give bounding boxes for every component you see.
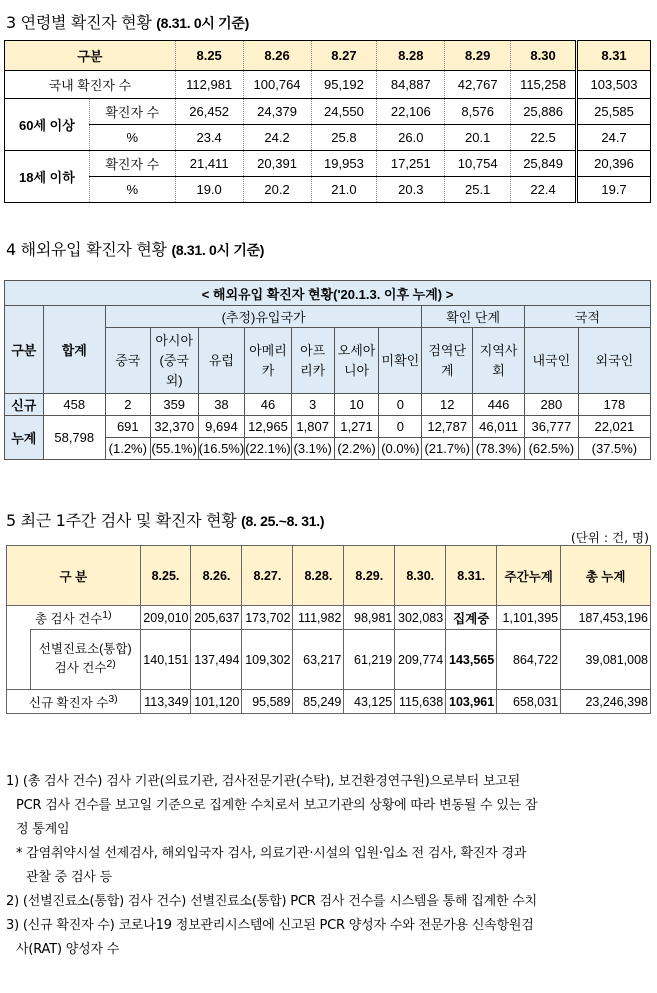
header-date: 8.29: [445, 41, 511, 71]
footnote-ref: 2): [106, 659, 116, 671]
cell: 109,302: [242, 630, 293, 690]
header-gubun: 구분: [5, 306, 44, 394]
cell: 26,452: [175, 99, 243, 125]
cell: 23,246,398: [561, 690, 651, 714]
cell: 137,494: [191, 630, 242, 690]
header-col: 아메리 카: [245, 328, 292, 394]
cell: 집계중: [446, 606, 497, 630]
overseas-inflow-table: [4, 280, 651, 460]
cell: 658,031: [497, 690, 561, 714]
cell: 36,777: [524, 416, 578, 438]
cell: 46: [245, 394, 292, 416]
row-label: 확진자 수: [89, 151, 175, 177]
weekly-test-table: [6, 545, 651, 714]
cell: 24,550: [311, 99, 377, 125]
cell: 3: [291, 394, 334, 416]
cell: (1.2%): [105, 438, 150, 460]
cell: (2.2%): [334, 438, 379, 460]
cell: 1,271: [334, 416, 379, 438]
cell: 26.0: [377, 125, 445, 151]
new-confirmed-row: [7, 690, 651, 714]
cell: 209,010: [140, 606, 191, 630]
footnotes: [6, 770, 651, 962]
section-4-title-text: 4 해외유입 확진자 현황: [6, 240, 167, 259]
cell: 103,961: [446, 690, 497, 714]
footnote-ref: 1): [102, 609, 112, 621]
header-col: 미확인: [379, 328, 422, 394]
cell: 140,151: [140, 630, 191, 690]
cell: 0: [379, 416, 422, 438]
row-label: 신규 확진자 수: [28, 695, 109, 710]
cell: 98,981: [344, 606, 395, 630]
cell: 458: [43, 394, 105, 416]
cell: 12,787: [422, 416, 473, 438]
cell: (55.1%): [150, 438, 198, 460]
cell: 9,694: [198, 416, 245, 438]
cell: 95,589: [242, 690, 293, 714]
footnote-line: * 감염취약시설 선제검사, 해외입국자 검사, 의료기관·시설의 입원·입소 전 검사, 확진자 경과: [16, 846, 527, 861]
row-label: 선별진료소(통합) 검사 건수: [38, 642, 132, 676]
header-date: 8.26: [243, 41, 311, 71]
header-total: 합계: [43, 306, 105, 394]
footnote-line: 사(RAT) 양성자 수: [16, 942, 120, 957]
header-col: 유럽: [198, 328, 245, 394]
header-date: 8.25: [175, 41, 243, 71]
row-label: 국내 확진자 수: [5, 71, 176, 99]
footnote-line: 2) (선별진료소(통합) 검사 건수) 선별진료소(통합) PCR 검사 건수를 시스템을 통해 집계한 수치: [6, 894, 537, 909]
cell: 32,370: [150, 416, 198, 438]
cell: 359: [150, 394, 198, 416]
cell: 111,982: [293, 606, 344, 630]
cell: 20.3: [377, 177, 445, 203]
cell: (78.3%): [473, 438, 525, 460]
cell: 103,503: [577, 71, 651, 99]
over60-cases-row: [5, 99, 651, 125]
cell: (62.5%): [524, 438, 578, 460]
cell: 187,453,196: [561, 606, 651, 630]
row-label: %: [89, 177, 175, 203]
cell: 205,637: [191, 606, 242, 630]
cell: 24,379: [243, 99, 311, 125]
footnote-line: 3) (신규 확진자 수) 코로나19 정보관리시스템에 신고된 PCR 양성자 수와 전문가용 신속항원검: [6, 918, 534, 933]
row-group-label: 18세 이하: [5, 151, 90, 203]
overseas-cum-row: [5, 416, 651, 438]
cell: 24.7: [577, 125, 651, 151]
cell: 61,219: [344, 630, 395, 690]
under18-pct-row: [5, 177, 651, 203]
footnote-ref: 3): [108, 693, 118, 705]
header-col: 외국인: [578, 328, 650, 394]
cell: 43,125: [344, 690, 395, 714]
cell: 58,798: [43, 416, 105, 460]
cell: 115,258: [511, 71, 577, 99]
row-label: 총 검사 건수: [34, 611, 103, 626]
cell: 63,217: [293, 630, 344, 690]
header-col: 내국인: [524, 328, 578, 394]
cell: (22.1%): [245, 438, 292, 460]
cell: 20.2: [243, 177, 311, 203]
cell: 209,774: [395, 630, 446, 690]
cell: 10,754: [445, 151, 511, 177]
cell: 20.1: [445, 125, 511, 151]
cell: 24.2: [243, 125, 311, 151]
cell: 20,391: [243, 151, 311, 177]
header-date: 8.25.: [140, 546, 191, 606]
cell: 864,722: [497, 630, 561, 690]
header-grand-total: 총 누계: [561, 546, 651, 606]
cell: (0.0%): [379, 438, 422, 460]
cell: 19,953: [311, 151, 377, 177]
header-col: 오세아 니아: [334, 328, 379, 394]
cell: 115,638: [395, 690, 446, 714]
header-col: 검역단 계: [422, 328, 473, 394]
overseas-table-title: < 해외유입 확진자 현황('20.1.3. 이후 누계) >: [5, 281, 651, 306]
cell: 101,120: [191, 690, 242, 714]
cell: 2: [105, 394, 150, 416]
cell: 19.7: [577, 177, 651, 203]
cell: 22,106: [377, 99, 445, 125]
footnote-line: 1) (총 검사 건수) 검사 기관(의료기관, 검사전문기관(수탁), 보건환경연구원)으로부터 보고된: [6, 774, 521, 789]
cell: 178: [578, 394, 650, 416]
under18-cases-row: [5, 151, 651, 177]
header-group-country: (추정)유입국가: [105, 306, 421, 328]
cell: 25,849: [511, 151, 577, 177]
cell: 691: [105, 416, 150, 438]
cell: 25.1: [445, 177, 511, 203]
cell: 10: [334, 394, 379, 416]
header-col: 아시아 (중국 외): [150, 328, 198, 394]
footnote-line: 관찰 중 검사 등: [26, 870, 112, 885]
cell: 1,101,395: [497, 606, 561, 630]
cell: 20,396: [577, 151, 651, 177]
cell: 19.0: [175, 177, 243, 203]
row-label: 신규: [5, 394, 44, 416]
cell: 25,886: [511, 99, 577, 125]
cell: 113,349: [140, 690, 191, 714]
cell: 22.5: [511, 125, 577, 151]
cell: 21.0: [311, 177, 377, 203]
header-date: 8.31.: [446, 546, 497, 606]
cell: 446: [473, 394, 525, 416]
overseas-group-header: [5, 306, 651, 328]
cell: 39,081,008: [561, 630, 651, 690]
overseas-table-title-row: [5, 281, 651, 306]
age-table-header: [5, 41, 651, 71]
cell: 25,585: [577, 99, 651, 125]
header-date: 8.30.: [395, 546, 446, 606]
header-weekly-total: 주간누계: [497, 546, 561, 606]
header-col: 중국: [105, 328, 150, 394]
cell: 0: [379, 394, 422, 416]
cell: 280: [524, 394, 578, 416]
section-3-title: [6, 10, 249, 33]
cell: 95,192: [311, 71, 377, 99]
footnote-line: 정 통계임: [16, 822, 70, 837]
cell: 1,807: [291, 416, 334, 438]
cell: (37.5%): [578, 438, 650, 460]
header-date: 8.30: [511, 41, 577, 71]
age-confirmed-table: [4, 40, 651, 203]
cell: 173,702: [242, 606, 293, 630]
cell: 84,887: [377, 71, 445, 99]
cell: 22.4: [511, 177, 577, 203]
cell: (16.5%): [198, 438, 245, 460]
total-tests-row: [7, 606, 651, 630]
domestic-row: [5, 71, 651, 99]
section-4-title: [6, 237, 264, 260]
cell: 85,249: [293, 690, 344, 714]
cell: 12: [422, 394, 473, 416]
header-date: 8.29.: [344, 546, 395, 606]
cell: 17,251: [377, 151, 445, 177]
cell: 22,021: [578, 416, 650, 438]
row-group-label: 60세 이상: [5, 99, 90, 151]
header-col: 지역사 회: [473, 328, 525, 394]
header-date: 8.27: [311, 41, 377, 71]
cell: 21,411: [175, 151, 243, 177]
header-date: 8.28: [377, 41, 445, 71]
header-date: 8.31: [577, 41, 651, 71]
row-label: 확진자 수: [89, 99, 175, 125]
section-5-title: [6, 508, 324, 531]
cell: 8,576: [445, 99, 511, 125]
cell: 112,981: [175, 71, 243, 99]
header-group-confirm: 확인 단계: [422, 306, 525, 328]
cell: 12,965: [245, 416, 292, 438]
header-group-nation: 국적: [524, 306, 650, 328]
overseas-new-row: [5, 394, 651, 416]
footnote-line: PCR 검사 건수를 보고일 기준으로 집계한 수치로서 보고기관의 상황에 따라 변동될 수 있는 잠: [16, 798, 538, 813]
row-label: %: [89, 125, 175, 151]
cell: 38: [198, 394, 245, 416]
section-3-title-date: (8.31. 0시 기준): [156, 15, 249, 31]
cell: 42,767: [445, 71, 511, 99]
section-5-title-text: 5 최근 1주간 검사 및 확진자 현황: [6, 511, 237, 530]
weekly-table-header: [7, 546, 651, 606]
screening-tests-row: [7, 630, 651, 690]
header-gubun: 구분: [5, 41, 176, 71]
cell: 100,764: [243, 71, 311, 99]
header-date: 8.26.: [191, 546, 242, 606]
cell: 23.4: [175, 125, 243, 151]
cell: 25.8: [311, 125, 377, 151]
header-date: 8.27.: [242, 546, 293, 606]
cell: 143,565: [446, 630, 497, 690]
section-3-title-text: 3 연령별 확진자 현황: [6, 13, 152, 32]
cell: 302,083: [395, 606, 446, 630]
row-label: 누계: [5, 416, 44, 460]
section-5-title-date: (8. 25.~8. 31.): [241, 513, 325, 529]
cell: (21.7%): [422, 438, 473, 460]
over60-pct-row: [5, 125, 651, 151]
unit-label: (단위 : 건, 명): [570, 530, 649, 545]
header-col: 아프 리카: [291, 328, 334, 394]
cell: (3.1%): [291, 438, 334, 460]
header-gubun: 구 분: [7, 546, 141, 606]
header-date: 8.28.: [293, 546, 344, 606]
cell: 46,011: [473, 416, 525, 438]
section-4-title-date: (8.31. 0시 기준): [171, 242, 265, 258]
